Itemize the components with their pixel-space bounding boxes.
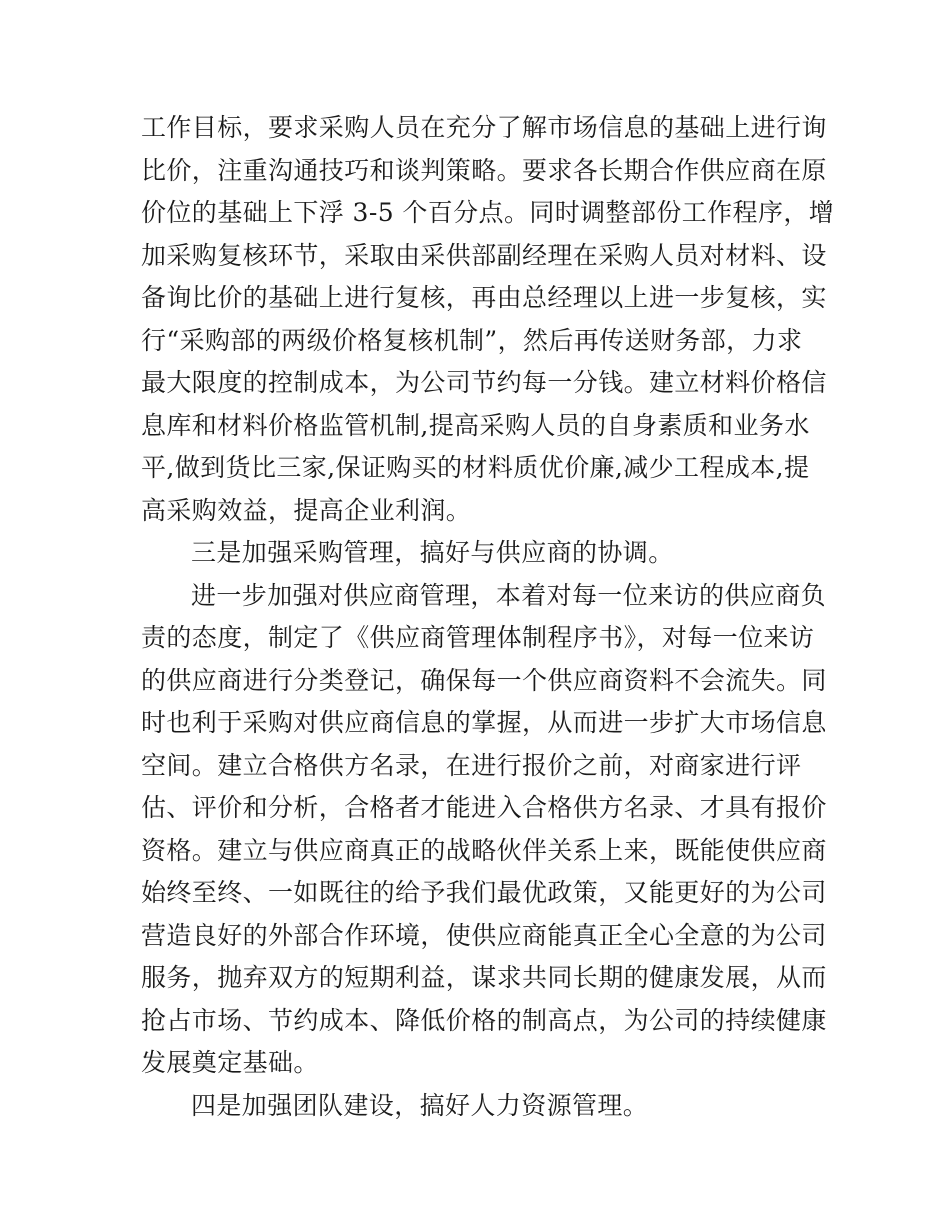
document-body xyxy=(141,107,835,1127)
section-heading-three: 三是加强采购管理，搞好与供应商的协调。 xyxy=(191,538,674,567)
text-line: 最大限度的控制成本，为公司节约每一分钱。建立材料价格信 xyxy=(141,368,827,397)
text-line: 营造良好的外部合作环境，使供应商能真正全心全意的为公司 xyxy=(141,920,827,950)
text-line: 始终至终、一如既往的给予我们最优政策，又能更好的为公司 xyxy=(141,878,827,907)
text-line: 加采购复核环节，采取由采供部副经理在采购人员对材料、设 xyxy=(141,240,827,270)
text-line: 高采购效益，提高企业利润。 xyxy=(141,495,472,525)
text-line: 发展奠定基础。 xyxy=(141,1048,319,1077)
text-line: 抢占市场、节约成本、降低价格的制高点，为公司的持续健康 xyxy=(141,1005,827,1035)
text-line: 备询比价的基础上进行复核，再由总经理以上进一步复核，实 xyxy=(141,283,827,312)
text-line: 行“采购部的两级价格复核机制”，然后再传送财务部，力求 xyxy=(141,325,803,355)
text-line: 服务，抛弃双方的短期利益，谋求共同长期的健康发展，从而 xyxy=(141,963,827,992)
text-line: 息库和材料价格监管机制,提高采购人员的自身素质和业务水 xyxy=(141,410,810,440)
paragraph-start-line: 进一步加强对供应商管理，本着对每一位来访的供应商负 xyxy=(191,580,827,610)
text-line: 资格。建立与供应商真正的战略伙伴关系上来，既能使供应商 xyxy=(141,835,827,865)
text-line: 责的态度，制定了《供应商管理体制程序书》，对每一位来访 xyxy=(141,623,815,652)
text-line: 平,做到货比三家,保证购买的材料质优价廉,减少工程成本,提 xyxy=(141,453,810,482)
section-heading-four: 四是加强团队建设，搞好人力资源管理。 xyxy=(191,1090,649,1120)
text-line: 的供应商进行分类登记，确保每一个供应商资料不会流失。同 xyxy=(141,665,827,695)
text-line: 估、评价和分析，合格者才能进入合格供方名录、才具有报价 xyxy=(141,793,827,822)
text-line: 价位的基础上下浮 3-5 个百分点。同时调整部份工作程序，增 xyxy=(141,198,835,227)
text-line: 比价，注重沟通技巧和谈判策略。要求各长期合作供应商在原 xyxy=(141,155,827,185)
text-line: 时也利于采购对供应商信息的掌握，从而进一步扩大市场信息 xyxy=(141,708,827,737)
text-line: 空间。建立合格供方名录，在进行报价之前，对商家进行评 xyxy=(141,750,802,780)
text-line: 工作目标，要求采购人员在充分了解市场信息的基础上进行询 xyxy=(141,113,827,142)
